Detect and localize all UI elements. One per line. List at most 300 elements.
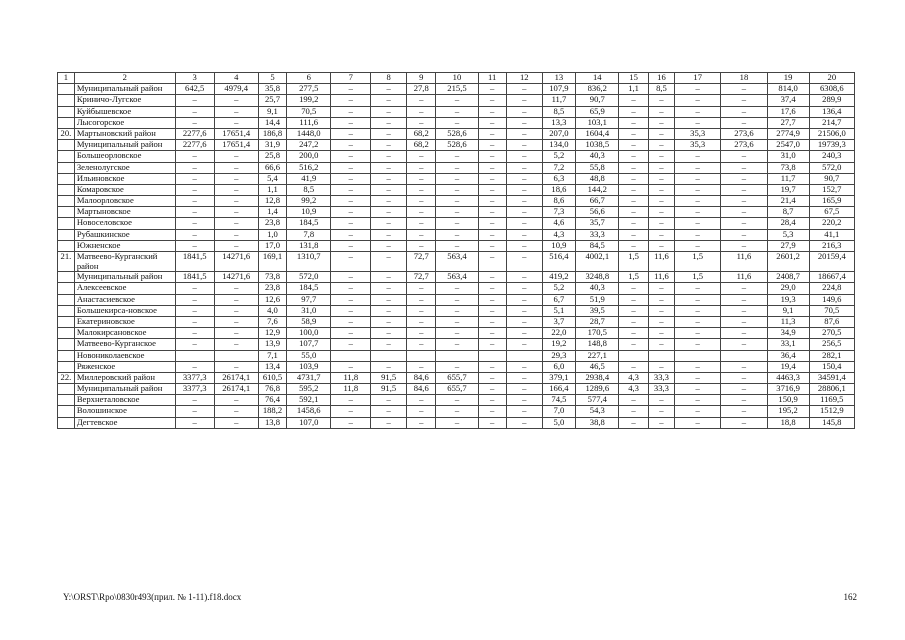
- value-cell: 7,3: [542, 207, 576, 218]
- value-cell: 273,6: [721, 140, 767, 151]
- value-cell: 21506,0: [809, 128, 854, 139]
- row-number: [58, 406, 75, 417]
- value-cell: –: [648, 196, 674, 207]
- value-cell: –: [175, 339, 214, 350]
- row-number: 20.: [58, 128, 75, 139]
- value-cell: 270,5: [809, 328, 854, 339]
- value-cell: 516,4: [542, 252, 576, 272]
- value-cell: –: [175, 95, 214, 106]
- row-number: [58, 272, 75, 283]
- value-cell: –: [648, 417, 674, 428]
- table-row: [58, 417, 855, 428]
- value-cell: –: [175, 406, 214, 417]
- table-row: [58, 151, 855, 162]
- value-cell: 97,7: [287, 294, 331, 305]
- value-cell: [506, 350, 542, 361]
- value-cell: –: [407, 305, 436, 316]
- value-cell: 33,3: [648, 384, 674, 395]
- value-cell: 11,6: [648, 252, 674, 272]
- value-cell: –: [407, 361, 436, 372]
- value-cell: 655,7: [436, 384, 478, 395]
- value-cell: –: [619, 173, 648, 184]
- value-cell: –: [506, 328, 542, 339]
- row-number: [58, 305, 75, 316]
- value-cell: –: [331, 151, 371, 162]
- row-number: [58, 106, 75, 117]
- value-cell: 814,0: [767, 84, 809, 95]
- value-cell: –: [675, 106, 721, 117]
- data-table: [57, 72, 855, 429]
- value-cell: 195,2: [767, 406, 809, 417]
- value-cell: –: [175, 173, 214, 184]
- value-cell: 33,3: [576, 229, 619, 240]
- value-cell: 11,8: [331, 384, 371, 395]
- value-cell: 134,0: [542, 140, 576, 151]
- value-cell: –: [214, 361, 258, 372]
- value-cell: 73,8: [767, 162, 809, 173]
- table-row: [58, 316, 855, 327]
- value-cell: 91,5: [371, 384, 407, 395]
- value-cell: 215,5: [436, 84, 478, 95]
- value-cell: 207,0: [542, 128, 576, 139]
- territory-name: Рубашкинское: [74, 229, 175, 240]
- value-cell: –: [675, 240, 721, 251]
- value-cell: 74,5: [542, 395, 576, 406]
- value-cell: [331, 350, 371, 361]
- value-cell: [648, 350, 674, 361]
- value-cell: –: [331, 106, 371, 117]
- row-number: [58, 339, 75, 350]
- value-cell: 1,0: [258, 229, 286, 240]
- value-cell: –: [407, 95, 436, 106]
- value-cell: 610,5: [258, 372, 286, 383]
- value-cell: 84,6: [407, 384, 436, 395]
- column-number: 20: [809, 73, 854, 84]
- value-cell: –: [478, 184, 506, 195]
- value-cell: 20159,4: [809, 252, 854, 272]
- value-cell: [478, 350, 506, 361]
- value-cell: 1,1: [258, 184, 286, 195]
- value-cell: –: [478, 395, 506, 406]
- value-cell: 27,8: [407, 84, 436, 95]
- value-cell: –: [436, 395, 478, 406]
- value-cell: –: [331, 140, 371, 151]
- value-cell: –: [436, 106, 478, 117]
- value-cell: –: [407, 162, 436, 173]
- value-cell: –: [214, 218, 258, 229]
- value-cell: –: [214, 294, 258, 305]
- column-number: 11: [478, 73, 506, 84]
- value-cell: 41,1: [809, 229, 854, 240]
- value-cell: –: [648, 207, 674, 218]
- value-cell: –: [331, 406, 371, 417]
- value-cell: 31,0: [287, 305, 331, 316]
- value-cell: 21,4: [767, 196, 809, 207]
- value-cell: 214,7: [809, 117, 854, 128]
- value-cell: –: [721, 316, 767, 327]
- row-number: [58, 162, 75, 173]
- row-number: [58, 196, 75, 207]
- value-cell: –: [331, 173, 371, 184]
- value-cell: 247,2: [287, 140, 331, 151]
- value-cell: 37,4: [767, 95, 809, 106]
- value-cell: –: [619, 328, 648, 339]
- value-cell: –: [478, 372, 506, 383]
- value-cell: –: [648, 106, 674, 117]
- territory-name: Волошинское: [74, 406, 175, 417]
- territory-name: Ряженское: [74, 361, 175, 372]
- value-cell: –: [478, 207, 506, 218]
- value-cell: –: [721, 207, 767, 218]
- value-cell: 6,0: [542, 361, 576, 372]
- value-cell: –: [648, 339, 674, 350]
- value-cell: –: [331, 305, 371, 316]
- value-cell: –: [478, 229, 506, 240]
- table-row: [58, 372, 855, 383]
- territory-name: Муниципальный район: [74, 272, 175, 283]
- value-cell: –: [371, 140, 407, 151]
- value-cell: –: [478, 196, 506, 207]
- value-cell: –: [436, 361, 478, 372]
- territory-name: Лысогорское: [74, 117, 175, 128]
- row-number: [58, 140, 75, 151]
- value-cell: 107,9: [542, 84, 576, 95]
- value-cell: 90,7: [809, 173, 854, 184]
- value-cell: 7,0: [542, 406, 576, 417]
- value-cell: 148,8: [576, 339, 619, 350]
- value-cell: –: [436, 240, 478, 251]
- value-cell: 4979,4: [214, 84, 258, 95]
- value-cell: 73,8: [258, 272, 286, 283]
- value-cell: –: [478, 173, 506, 184]
- value-cell: 2938,4: [576, 372, 619, 383]
- value-cell: 5,1: [542, 305, 576, 316]
- value-cell: 595,2: [287, 384, 331, 395]
- value-cell: –: [478, 84, 506, 95]
- value-cell: –: [648, 95, 674, 106]
- row-number: [58, 184, 75, 195]
- value-cell: –: [175, 283, 214, 294]
- value-cell: –: [506, 218, 542, 229]
- value-cell: 216,3: [809, 240, 854, 251]
- value-cell: 4,3: [542, 229, 576, 240]
- value-cell: 28,7: [576, 316, 619, 327]
- value-cell: –: [478, 316, 506, 327]
- value-cell: –: [214, 283, 258, 294]
- value-cell: –: [506, 294, 542, 305]
- value-cell: 11,7: [767, 173, 809, 184]
- value-cell: 38,8: [576, 417, 619, 428]
- value-cell: –: [371, 395, 407, 406]
- value-cell: –: [436, 406, 478, 417]
- value-cell: –: [371, 106, 407, 117]
- value-cell: 6,3: [542, 173, 576, 184]
- value-cell: –: [675, 283, 721, 294]
- value-cell: –: [175, 240, 214, 251]
- value-cell: –: [175, 229, 214, 240]
- territory-name: Большекирса-новское: [74, 305, 175, 316]
- value-cell: –: [214, 162, 258, 173]
- value-cell: 29,0: [767, 283, 809, 294]
- value-cell: 103,9: [287, 361, 331, 372]
- value-cell: 184,5: [287, 283, 331, 294]
- column-number: 5: [258, 73, 286, 84]
- value-cell: –: [619, 218, 648, 229]
- value-cell: 220,2: [809, 218, 854, 229]
- table-row: [58, 294, 855, 305]
- value-cell: 184,5: [287, 218, 331, 229]
- value-cell: 7,1: [258, 350, 286, 361]
- value-cell: 18667,4: [809, 272, 854, 283]
- value-cell: [721, 350, 767, 361]
- value-cell: 1,5: [675, 252, 721, 272]
- value-cell: 4463,3: [767, 372, 809, 383]
- value-cell: 35,7: [576, 218, 619, 229]
- value-cell: –: [619, 305, 648, 316]
- column-number: 18: [721, 73, 767, 84]
- row-number: [58, 283, 75, 294]
- value-cell: 145,8: [809, 417, 854, 428]
- value-cell: 55,0: [287, 350, 331, 361]
- value-cell: 3,7: [542, 316, 576, 327]
- value-cell: 11,6: [721, 272, 767, 283]
- value-cell: –: [619, 184, 648, 195]
- value-cell: –: [648, 316, 674, 327]
- value-cell: 10,9: [287, 207, 331, 218]
- value-cell: 2277,6: [175, 128, 214, 139]
- value-cell: 70,5: [809, 305, 854, 316]
- value-cell: 19739,3: [809, 140, 854, 151]
- value-cell: 150,9: [767, 395, 809, 406]
- value-cell: –: [506, 417, 542, 428]
- value-cell: 55,8: [576, 162, 619, 173]
- value-cell: 4,3: [619, 372, 648, 383]
- value-cell: –: [371, 162, 407, 173]
- value-cell: –: [721, 106, 767, 117]
- value-cell: –: [506, 162, 542, 173]
- value-cell: –: [675, 196, 721, 207]
- value-cell: –: [478, 240, 506, 251]
- value-cell: 2277,6: [175, 140, 214, 151]
- value-cell: –: [506, 140, 542, 151]
- value-cell: –: [675, 384, 721, 395]
- value-cell: –: [214, 240, 258, 251]
- value-cell: –: [331, 294, 371, 305]
- value-cell: –: [721, 361, 767, 372]
- value-cell: –: [407, 117, 436, 128]
- value-cell: 4,6: [542, 218, 576, 229]
- value-cell: 13,8: [258, 417, 286, 428]
- value-cell: –: [721, 395, 767, 406]
- value-cell: 54,3: [576, 406, 619, 417]
- value-cell: 642,5: [175, 84, 214, 95]
- value-cell: 33,1: [767, 339, 809, 350]
- column-number: 16: [648, 73, 674, 84]
- value-cell: –: [675, 328, 721, 339]
- value-cell: –: [648, 395, 674, 406]
- table-row: [58, 328, 855, 339]
- value-cell: [371, 350, 407, 361]
- value-cell: 103,1: [576, 117, 619, 128]
- value-cell: –: [371, 117, 407, 128]
- value-cell: –: [407, 173, 436, 184]
- value-cell: 144,2: [576, 184, 619, 195]
- value-cell: –: [371, 417, 407, 428]
- value-cell: –: [721, 162, 767, 173]
- value-cell: 17,6: [767, 106, 809, 117]
- value-cell: –: [214, 406, 258, 417]
- value-cell: –: [371, 272, 407, 283]
- table-row: [58, 361, 855, 372]
- value-cell: –: [506, 305, 542, 316]
- territory-name: Мартыновское: [74, 207, 175, 218]
- value-cell: –: [371, 229, 407, 240]
- territory-name: Зеленолугское: [74, 162, 175, 173]
- value-cell: –: [721, 151, 767, 162]
- value-cell: 11,6: [648, 272, 674, 283]
- value-cell: 31,9: [258, 140, 286, 151]
- value-cell: 40,3: [576, 151, 619, 162]
- value-cell: 9,1: [767, 305, 809, 316]
- value-cell: –: [675, 207, 721, 218]
- value-cell: –: [436, 218, 478, 229]
- table-row: [58, 350, 855, 361]
- territory-name: Южненское: [74, 240, 175, 251]
- value-cell: 6,7: [542, 294, 576, 305]
- value-cell: –: [436, 151, 478, 162]
- table-row: [58, 240, 855, 251]
- value-cell: –: [175, 328, 214, 339]
- value-cell: –: [721, 305, 767, 316]
- value-cell: 7,6: [258, 316, 286, 327]
- value-cell: –: [436, 283, 478, 294]
- value-cell: –: [214, 106, 258, 117]
- value-cell: –: [721, 196, 767, 207]
- value-cell: 18,8: [767, 417, 809, 428]
- value-cell: –: [675, 316, 721, 327]
- value-cell: 25,8: [258, 151, 286, 162]
- value-cell: 14,4: [258, 117, 286, 128]
- value-cell: –: [478, 162, 506, 173]
- row-number: 22.: [58, 372, 75, 383]
- value-cell: –: [371, 316, 407, 327]
- value-cell: –: [506, 272, 542, 283]
- value-cell: –: [619, 339, 648, 350]
- value-cell: –: [506, 339, 542, 350]
- value-cell: –: [721, 84, 767, 95]
- value-cell: –: [436, 173, 478, 184]
- value-cell: –: [214, 339, 258, 350]
- value-cell: –: [407, 294, 436, 305]
- value-cell: –: [648, 151, 674, 162]
- value-cell: 76,8: [258, 384, 286, 395]
- value-cell: –: [506, 384, 542, 395]
- value-cell: –: [721, 384, 767, 395]
- value-cell: –: [331, 339, 371, 350]
- table-row: [58, 283, 855, 294]
- value-cell: 19,2: [542, 339, 576, 350]
- value-cell: –: [214, 184, 258, 195]
- value-cell: –: [214, 173, 258, 184]
- row-number: [58, 84, 75, 95]
- value-cell: –: [619, 128, 648, 139]
- value-cell: –: [619, 417, 648, 428]
- value-cell: 282,1: [809, 350, 854, 361]
- table-row: [58, 95, 855, 106]
- value-cell: –: [648, 229, 674, 240]
- value-cell: 166,4: [542, 384, 576, 395]
- value-cell: 56,6: [576, 207, 619, 218]
- value-cell: –: [619, 361, 648, 372]
- value-cell: –: [619, 294, 648, 305]
- value-cell: –: [506, 151, 542, 162]
- value-cell: –: [506, 84, 542, 95]
- value-cell: [175, 350, 214, 361]
- value-cell: 3716,9: [767, 384, 809, 395]
- value-cell: –: [214, 207, 258, 218]
- territory-name: Муниципальный район: [74, 84, 175, 95]
- value-cell: –: [721, 339, 767, 350]
- column-number: 2: [74, 73, 175, 84]
- value-cell: –: [407, 196, 436, 207]
- value-cell: 1,5: [675, 272, 721, 283]
- value-cell: 87,6: [809, 316, 854, 327]
- value-cell: 1,5: [619, 252, 648, 272]
- value-cell: –: [436, 117, 478, 128]
- value-cell: –: [619, 162, 648, 173]
- value-cell: 1,5: [619, 272, 648, 283]
- value-cell: –: [175, 218, 214, 229]
- value-cell: –: [436, 328, 478, 339]
- value-cell: 65,9: [576, 106, 619, 117]
- value-cell: –: [648, 173, 674, 184]
- value-cell: –: [478, 283, 506, 294]
- value-cell: –: [331, 328, 371, 339]
- table-row: [58, 406, 855, 417]
- column-number: 14: [576, 73, 619, 84]
- value-cell: 2408,7: [767, 272, 809, 283]
- value-cell: 14271,6: [214, 272, 258, 283]
- value-cell: –: [675, 229, 721, 240]
- value-cell: 41,9: [287, 173, 331, 184]
- column-number: 17: [675, 73, 721, 84]
- column-number: 12: [506, 73, 542, 84]
- value-cell: –: [478, 218, 506, 229]
- value-cell: –: [371, 184, 407, 195]
- value-cell: 14271,6: [214, 252, 258, 272]
- value-cell: –: [478, 328, 506, 339]
- value-cell: 19,3: [767, 294, 809, 305]
- value-cell: –: [331, 207, 371, 218]
- value-cell: 655,7: [436, 372, 478, 383]
- value-cell: –: [675, 417, 721, 428]
- value-cell: 28,4: [767, 218, 809, 229]
- value-cell: –: [331, 117, 371, 128]
- value-cell: –: [331, 240, 371, 251]
- value-cell: –: [619, 196, 648, 207]
- value-cell: 51,9: [576, 294, 619, 305]
- value-cell: –: [371, 339, 407, 350]
- value-cell: 7,8: [287, 229, 331, 240]
- value-cell: –: [331, 395, 371, 406]
- column-number: 15: [619, 73, 648, 84]
- value-cell: –: [675, 173, 721, 184]
- value-cell: –: [371, 207, 407, 218]
- value-cell: –: [721, 117, 767, 128]
- table-row: [58, 305, 855, 316]
- value-cell: –: [721, 283, 767, 294]
- value-cell: –: [619, 229, 648, 240]
